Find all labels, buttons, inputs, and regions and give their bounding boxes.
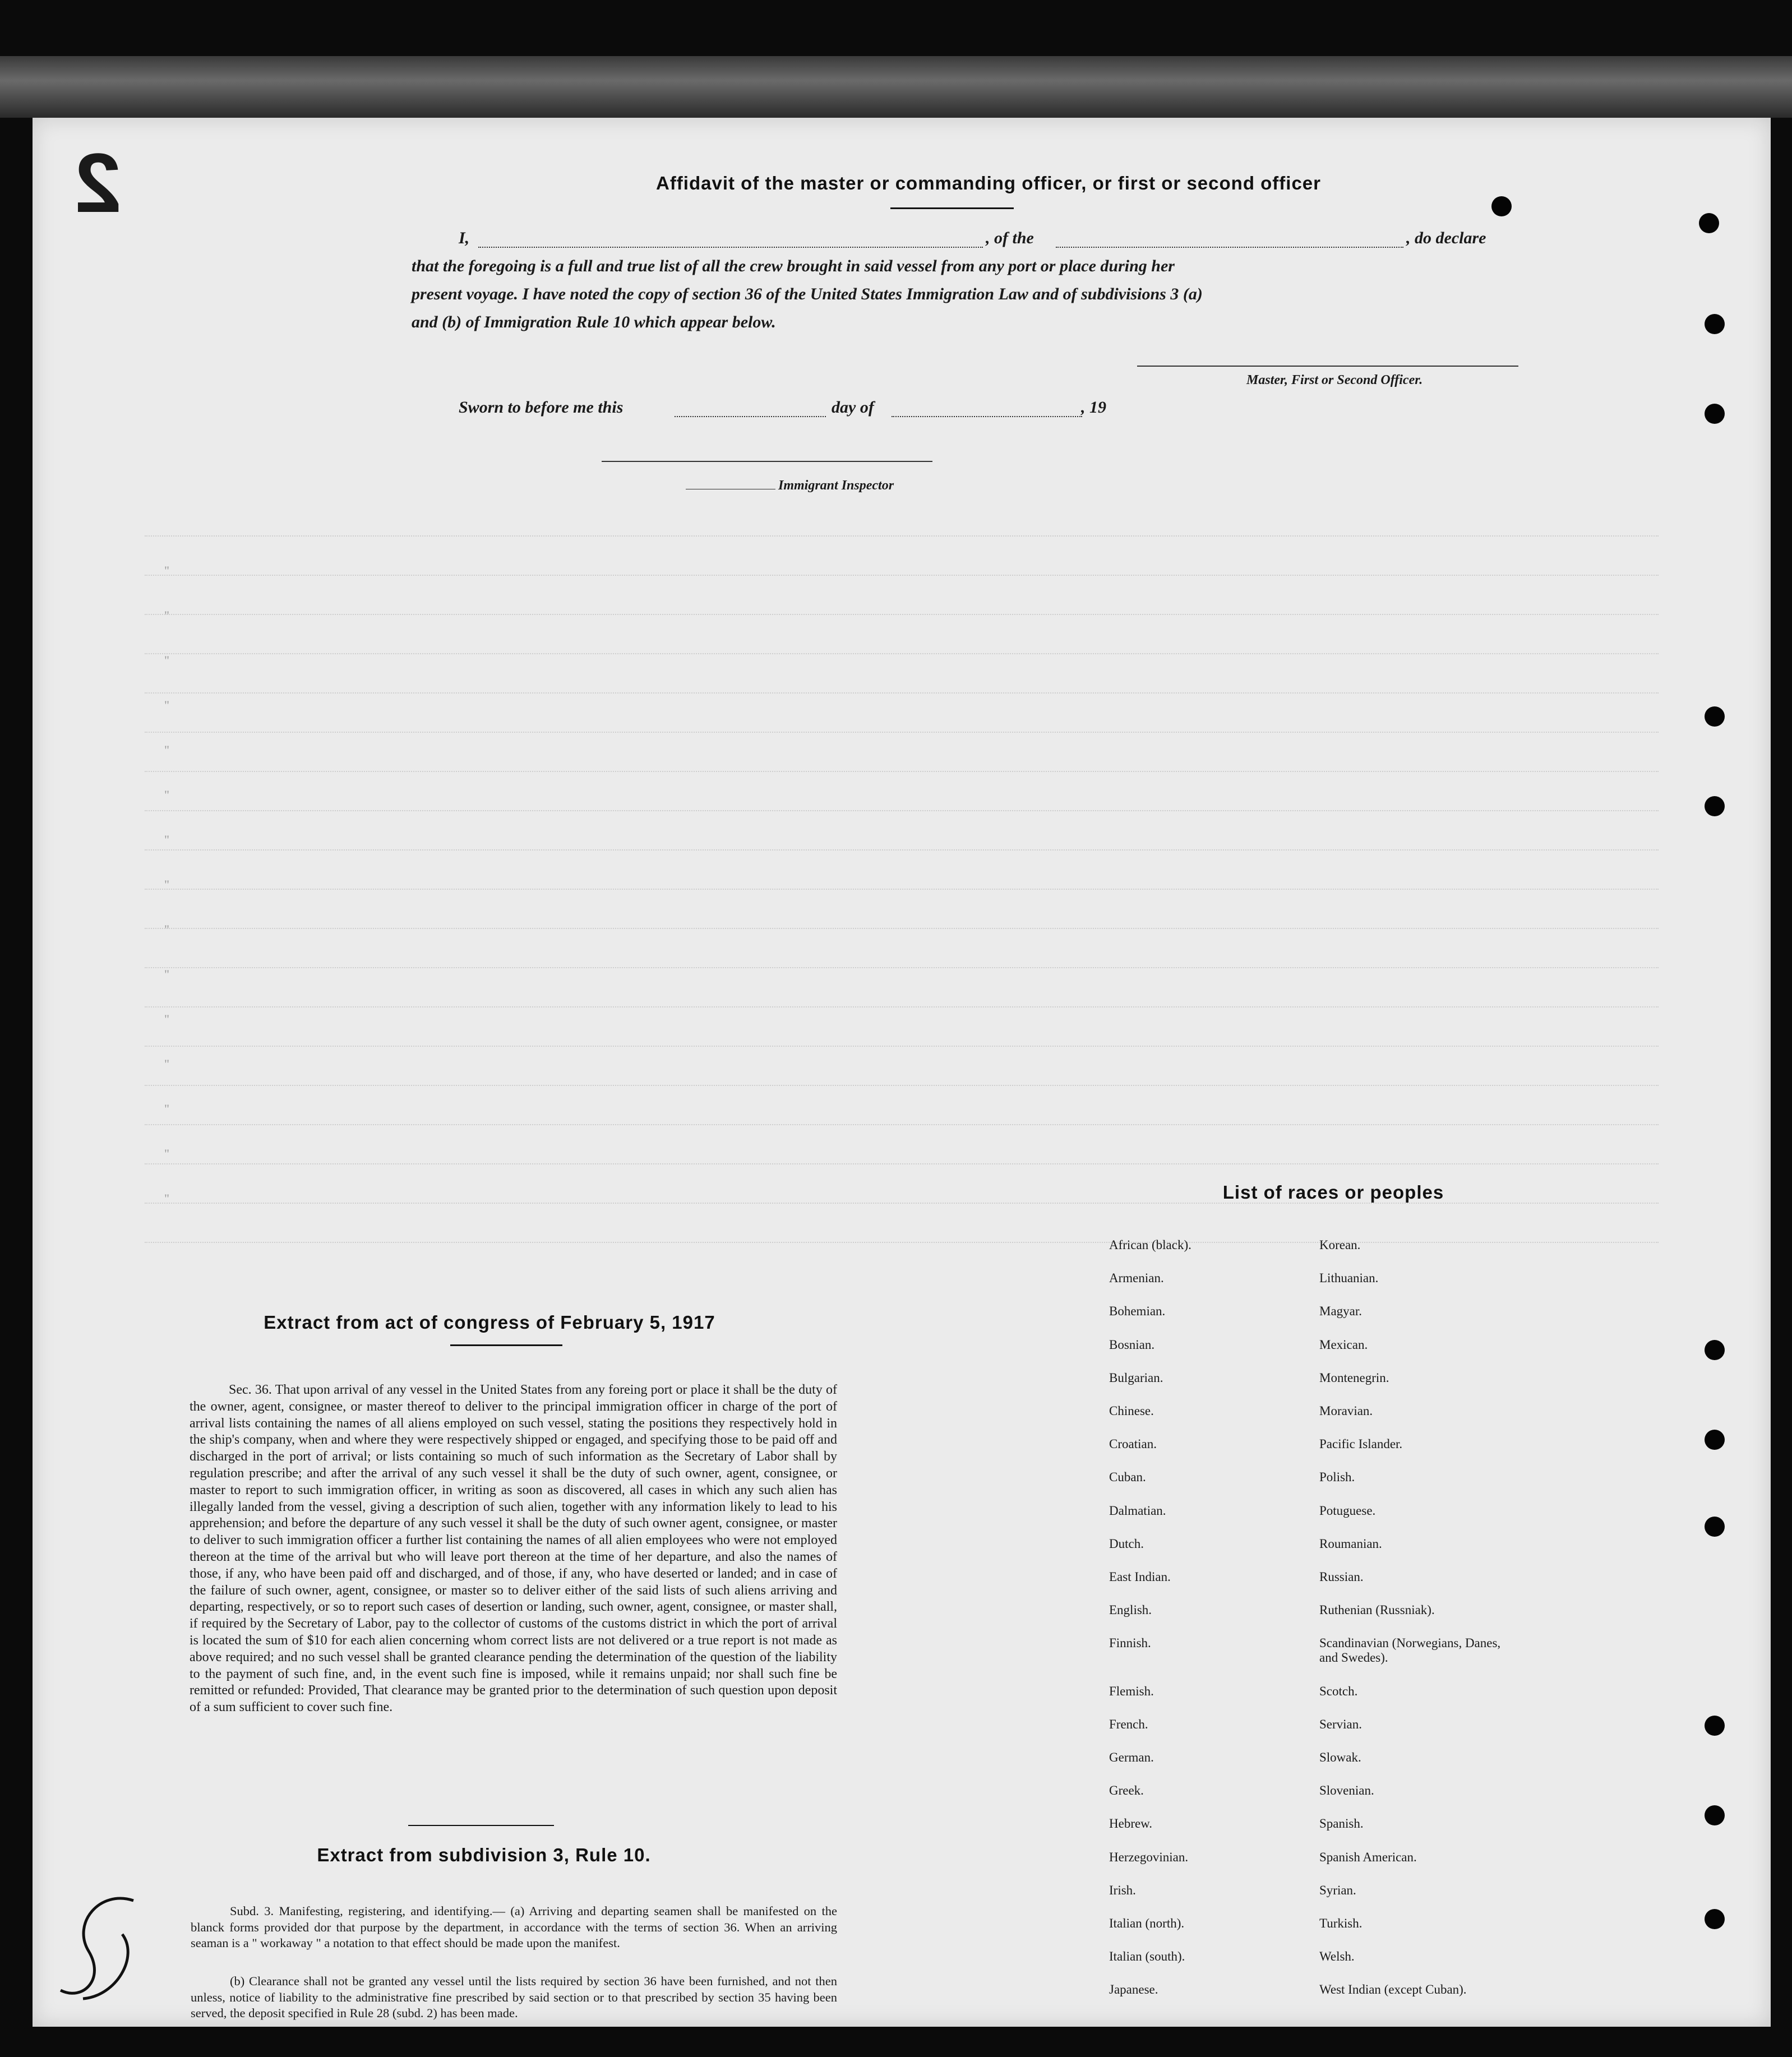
bleed-through-row <box>145 771 1659 776</box>
manifest-sheet <box>33 118 1771 2027</box>
bleed-through-row <box>145 849 1659 855</box>
race-item: Moravian. <box>1319 1404 1373 1418</box>
affidavit-line-4: and (b) of Immigration Rule 10 which appear below. <box>412 313 776 331</box>
punch-hole <box>1705 314 1725 334</box>
ditto-mark: " <box>164 1102 169 1116</box>
ditto-mark: " <box>164 743 169 757</box>
affidavit-of-the: , of the <box>986 229 1034 247</box>
race-item: Greek. <box>1109 1783 1144 1798</box>
race-item: French. <box>1109 1717 1148 1731</box>
sworn-prefix: Sworn to before me this <box>459 398 623 417</box>
race-item: Dutch. <box>1109 1536 1144 1551</box>
punch-hole <box>1705 1716 1725 1736</box>
race-item: Chinese. <box>1109 1404 1154 1418</box>
affidavit-line-2: that the foregoing is a full and true list of all the crew brought in said vessel from any port or place during her <box>412 257 1175 275</box>
race-item: Armenian. <box>1109 1271 1164 1286</box>
race-item: Irish. <box>1109 1883 1136 1897</box>
ditto-mark: " <box>164 833 169 847</box>
race-item: Russian. <box>1319 1570 1364 1584</box>
punch-hole <box>1705 1805 1725 1825</box>
bleed-through-row <box>145 1124 1659 1130</box>
race-item: Spanish. <box>1319 1816 1364 1831</box>
race-item: Slovenian. <box>1319 1783 1374 1798</box>
race-item: Scotch. <box>1319 1684 1358 1698</box>
race-item: West Indian (except Cuban). <box>1319 1982 1467 1997</box>
bleed-through-row <box>145 575 1659 580</box>
race-item: Turkish. <box>1319 1916 1363 1930</box>
bleed-through-row <box>145 692 1659 698</box>
rule-10-text-b: (b) Clearance shall not be granted any vessel until the lists required by section 36 have been furnished, and not then unless, notice of liability to the administrative fine prescribed by said section or to that prescribed by section 35 having been served, the deposit specified in Rule 28 (subd. 2) has been made. <box>191 1974 837 2021</box>
bleed-through-row <box>145 967 1659 973</box>
affidavit-i-prefix: I, <box>459 229 470 247</box>
ditto-mark: " <box>164 1057 169 1071</box>
bleed-through-row <box>145 810 1659 816</box>
race-item: English. <box>1109 1603 1152 1617</box>
race-item: African (black). <box>1109 1238 1191 1252</box>
race-item: Spanish American. <box>1319 1850 1417 1864</box>
race-item: Scandinavian (Norwegians, Danes, and Swedes). <box>1319 1636 1501 1665</box>
bleed-through-row <box>145 1006 1659 1012</box>
bleed-through-row <box>145 1163 1659 1169</box>
punch-hole <box>1705 706 1725 727</box>
punch-hole <box>1491 196 1512 216</box>
handwritten-mark-icon <box>49 1878 161 2013</box>
scanner-edge-strip <box>0 56 1792 118</box>
section-divider <box>408 1825 554 1826</box>
race-item: East Indian. <box>1109 1570 1171 1584</box>
ditto-mark: " <box>164 608 169 622</box>
bleed-through-row <box>145 732 1659 737</box>
ditto-mark: " <box>164 788 169 802</box>
affidavit-do-declare: , do declare <box>1406 229 1486 247</box>
punch-hole <box>1705 796 1725 816</box>
race-item: Bosnian. <box>1109 1337 1155 1352</box>
race-item: Magyar. <box>1319 1304 1363 1319</box>
inspector-label-rule <box>686 488 775 489</box>
section-36-text: Sec. 36. That upon arrival of any vessel in the United States from any foreing port or place it shall be the duty of the owner, agent, consignee, or master thereof to deliver to the principal immigration officer in charge of the port of arrival lists containing the names of all aliens employed on such vessel, stating the positions they respectively hold in the ship's company, when and where they were respectively shipped or engaged, and specifying those to be paid off and discharged in the port of arrival; or lists containing so much of such information as the Secretary of Labor shall by regulation prescribe; and after the arrival of any such vessel it shall be the duty of such owner, agent, consignee, or master to report to such immigration officer, in writing as soon as discovered, all cases in which any such alien has illegally landed from the vessel, giving a description of such alien, together with any information likely to lead to his apprehension; and before the departure of any such vessel it shall be the duty of such owner agent, consignee, or master to deliver to such immigration officer a further list containing the names of all alien employees who were not employed thereon at the time of the arrival but who will leave port thereon at the time of her departure, and also the names of those, if any, who have been paid off and discharged, and of those, if any, who have deserted or landed; and in case of the failure of such owner, agent, consignee, or master so to deliver either of the said lists of such aliens arriving and departing, respectively, or so to report such cases of desertion or landing, such owner, agent, consignee, or master shall, if required by the Secretary of Labor, pay to the collector of customs of the customs district in which the port of arrival is located the sum of $10 for each alien concerning whom correct lists are not delivered or a true report is not made as above required; and no such vessel shall be granted clearance pending the determination of the question of the liability to the payment of such fine, and, in the event such fine is imposed, while it remains unpaid; nor shall such fine be remitted or refunded: Provided, That clearance may be granted prior to the determination of such question upon deposit of a sum sufficient to cover such fine. <box>190 1383 837 1715</box>
race-item: Slowak. <box>1319 1750 1361 1764</box>
race-item: Flemish. <box>1109 1684 1154 1698</box>
inspector-label: Immigrant Inspector <box>778 478 894 493</box>
punch-hole <box>1705 1909 1725 1929</box>
ditto-mark: " <box>164 967 169 981</box>
affidavit-title: Affidavit of the master or commanding officer, or first or second officer <box>655 173 1321 193</box>
race-item: Italian (south). <box>1109 1949 1185 1964</box>
race-item: Bulgarian. <box>1109 1370 1163 1385</box>
master-signature-label: Master, First or Second Officer. <box>1246 373 1423 387</box>
race-item: Herzegovinian. <box>1109 1850 1189 1864</box>
race-item: Montenegrin. <box>1319 1370 1389 1385</box>
bleed-through-row <box>145 535 1659 541</box>
sheet-number: 2 <box>75 136 122 230</box>
race-item: Mexican. <box>1319 1337 1368 1352</box>
punch-hole <box>1705 1517 1725 1537</box>
race-item: Croatian. <box>1109 1437 1157 1452</box>
extract-act-title: Extract from act of congress of February 5, 1917 <box>264 1312 715 1333</box>
sworn-year-prefix: , 19 <box>1081 398 1106 417</box>
ditto-mark: " <box>164 653 169 667</box>
ditto-mark: " <box>164 1147 169 1161</box>
rule-10-text-a: Subd. 3. Manifesting, registering, and identifying.— (a) Arriving and departing seamen shall be manifested on the blanck forms provided dor that purpose by the department, in accordance with the terms of section 36. When an arriving seaman is a " workaway " a notation to that effect should be made upon the manifest. <box>191 1904 837 1950</box>
race-item: Lithuanian. <box>1319 1271 1379 1286</box>
race-item: Polish. <box>1319 1470 1355 1485</box>
ditto-mark: " <box>164 698 169 712</box>
bleed-through-row <box>145 653 1659 659</box>
sworn-day-of: day of <box>832 398 874 417</box>
sworn-month-blank[interactable] <box>892 415 1082 417</box>
affidavit-line-3: present voyage. I have noted the copy of section 36 of the United States Immigration Law and of subdivisions 3 (a) <box>412 285 1203 303</box>
race-item: Servian. <box>1319 1717 1363 1731</box>
races-title: List of races or peoples <box>1222 1182 1444 1203</box>
race-item: Japanese. <box>1109 1982 1158 1997</box>
race-item: Hebrew. <box>1109 1816 1153 1831</box>
sworn-day-blank[interactable] <box>675 415 826 417</box>
ditto-mark: " <box>164 1012 169 1026</box>
extract-rule-title: Extract from subdivision 3, Rule 10. <box>317 1845 651 1865</box>
race-item: Roumanian. <box>1319 1536 1382 1551</box>
race-item: Dalmatian. <box>1109 1503 1166 1518</box>
bleed-through-row <box>145 889 1659 894</box>
race-item: Pacific Islander. <box>1319 1437 1403 1452</box>
punch-hole <box>1705 404 1725 424</box>
punch-hole <box>1705 1430 1725 1450</box>
master-signature-line[interactable] <box>1137 364 1518 367</box>
ditto-mark: " <box>164 1191 169 1205</box>
race-item: Bohemian. <box>1109 1304 1166 1319</box>
inspector-signature-line[interactable] <box>602 460 932 462</box>
bleed-through-row <box>145 928 1659 933</box>
bleed-through-row <box>145 1085 1659 1090</box>
ditto-mark: " <box>164 922 169 936</box>
bleed-through-row <box>145 614 1659 620</box>
race-item: Cuban. <box>1109 1470 1146 1485</box>
extract-act-underline <box>450 1344 562 1346</box>
ditto-mark: " <box>164 563 169 577</box>
ditto-mark: " <box>164 877 169 891</box>
bleed-through-row <box>145 1203 1659 1208</box>
race-item: Welsh. <box>1319 1949 1355 1964</box>
race-item: Italian (north). <box>1109 1916 1185 1930</box>
title-underline <box>890 207 1014 209</box>
punch-hole <box>1705 1340 1725 1360</box>
bleed-through-row <box>145 1046 1659 1051</box>
race-item: Korean. <box>1319 1238 1361 1252</box>
race-item: Ruthenian (Russniak). <box>1319 1603 1435 1617</box>
race-item: Finnish. <box>1109 1636 1151 1651</box>
name-blank-line[interactable] <box>478 246 983 248</box>
race-item: Potuguese. <box>1319 1503 1376 1518</box>
vessel-blank-line[interactable] <box>1056 246 1403 248</box>
race-item: German. <box>1109 1750 1154 1764</box>
punch-hole <box>1699 213 1719 233</box>
race-item: Syrian. <box>1319 1883 1356 1897</box>
